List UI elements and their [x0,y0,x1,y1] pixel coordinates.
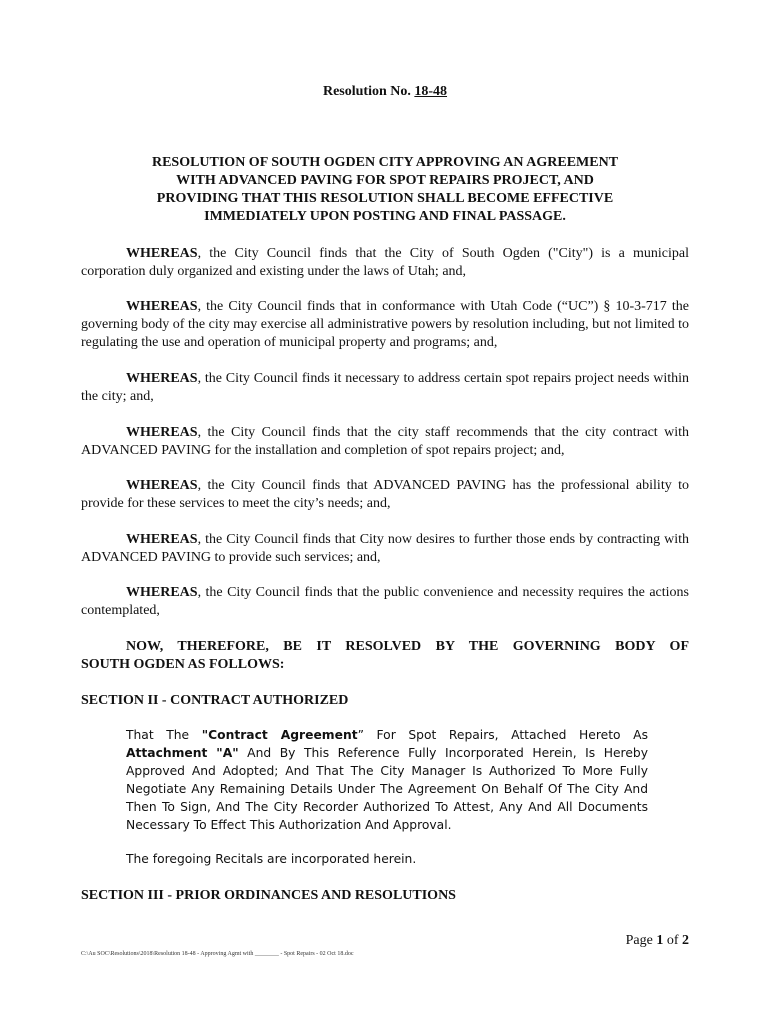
section-ii-body [126,726,648,834]
whereas-lead: WHEREAS [126,299,198,314]
whereas-text: , the City Council finds that the City of South Ogden ("City") is a municipal corporation duly organized and existing under the laws of Utah; and, [81,246,689,279]
resolved-clause-line2: SOUTH OGDEN AS FOLLOWS: [81,657,285,672]
whereas-paragraph [81,584,689,620]
section-ii-text: And By This Reference Fully Incorporated Herein, Is Hereby Approved And Adopted; And That The City Manager Is Authorized To More Fully Negotiate Any Remaining Details Under The Agreement On Behalf Of The City And Then To Sign, And The City Recorder Authorized To Attest, Any And All Documents Necessary To Effect This Authorization And Approval. [126,746,648,832]
contract-agreement-term: "Contract Agreement [201,728,358,742]
whereas-lead: WHEREAS [126,585,198,600]
attachment-term: Attachment "A" [126,746,239,760]
page-prefix: Page [625,933,657,948]
title-line: WITH ADVANCED PAVING FOR SPOT REPAIRS PROJECT, AND [176,173,594,188]
whereas-paragraph [81,298,689,352]
page-number [626,933,689,949]
page-total: 2 [682,933,689,948]
whereas-lead: WHEREAS [126,425,198,440]
whereas-text: , the City Council finds that the city staff recommends that the city contract with ADVANCED PAVING for the installation and completion of spot repairs project; and, [81,425,689,458]
resolution-number-heading [0,84,770,100]
whereas-paragraph [81,477,689,513]
section-iii-heading: SECTION III - PRIOR ORDINANCES AND RESOLUTIONS [81,888,456,903]
whereas-paragraph [81,531,689,567]
whereas-text: , the City Council finds that ADVANCED PAVING has the professional ability to provide for these services to meet the city’s needs; and, [81,478,689,511]
whereas-text: , the City Council finds that in conformance with Utah Code (“UC”) § 10-3-717 the governing body of the city may exercise all administrative powers by resolution including, but not limited to regulating the use and operation of municipal property and programs; and, [81,299,689,350]
file-path-footer: C:\Au SOC\Resolutions\2018\Resolution 18-48 - Approving Agmt with ________ - Spot Repairs - 02 Oct 18.doc [81,951,354,957]
page-mid: of [663,933,682,948]
title-line: PROVIDING THAT THIS RESOLUTION SHALL BECOME EFFECTIVE [156,191,614,206]
whereas-paragraph [81,245,689,281]
section-ii-text: ” For Spot Repairs, Attached Hereto As [357,728,648,742]
whereas-lead: WHEREAS [126,246,198,261]
section-ii-text: That The [126,728,202,742]
title-line: IMMEDIATELY UPON POSTING AND FINAL PASSAGE. [204,209,566,224]
section-ii-heading: SECTION II - CONTRACT AUTHORIZED [81,693,349,708]
whereas-lead: WHEREAS [126,478,198,493]
resolution-number: 18-48 [414,84,448,99]
whereas-lead: WHEREAS [126,532,198,547]
whereas-text: , the City Council finds that City now desires to further those ends by contracting with ADVANCED PAVING to provide such services; and, [81,532,689,565]
title-line: RESOLUTION OF SOUTH OGDEN CITY APPROVING AN AGREEMENT [151,155,619,170]
whereas-paragraph [81,370,689,406]
whereas-paragraph [81,424,689,460]
resolved-clause-line1: NOW, THEREFORE, BE IT RESOLVED BY THE GOVERNING BODY OF [126,639,689,654]
recitals-statement: The foregoing Recitals are incorporated herein. [126,852,417,866]
resolution-title [110,154,660,226]
whereas-lead: WHEREAS [126,371,198,386]
page-current: 1 [656,933,664,948]
whereas-text: , the City Council finds it necessary to address certain spot repairs project needs within the city; and, [81,371,689,404]
whereas-text: , the City Council finds that the public convenience and necessity requires the actions contemplated, [81,585,689,618]
resolution-prefix: Resolution No. [322,84,411,99]
